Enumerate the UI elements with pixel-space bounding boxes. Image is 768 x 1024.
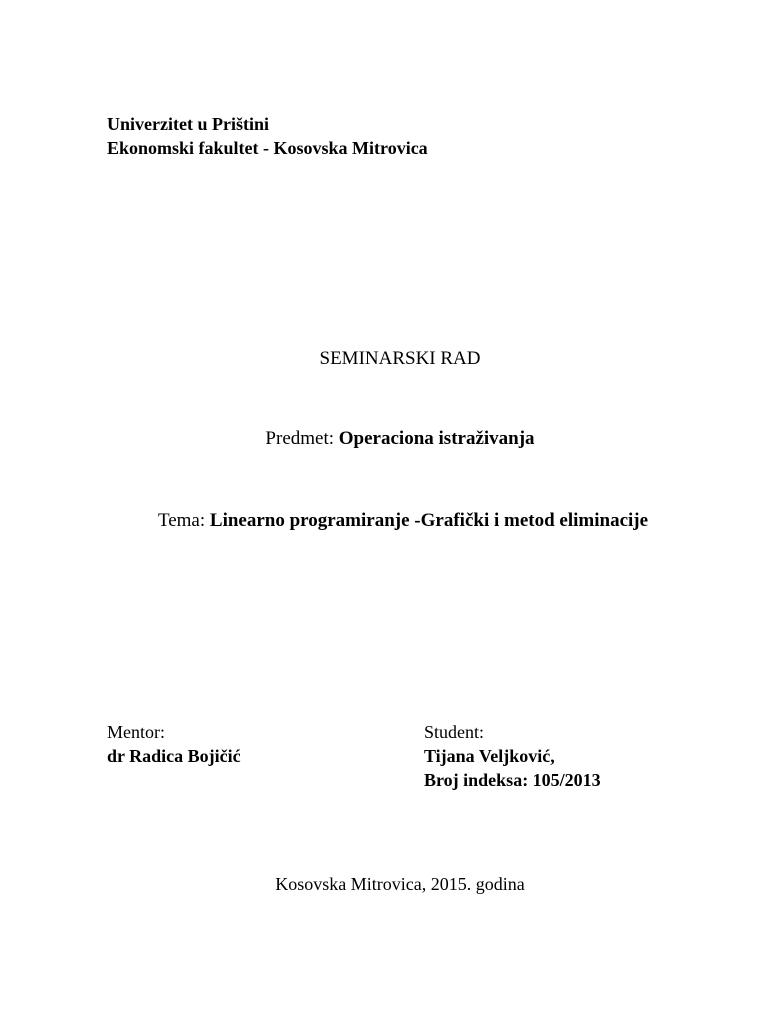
student-label: Student: bbox=[424, 722, 485, 742]
mentor-name: dr Radica Bojičić bbox=[107, 746, 241, 766]
mentor-label: Mentor: bbox=[107, 722, 165, 742]
subject-label: Predmet: bbox=[265, 428, 335, 449]
place-and-date: Kosovska Mitrovica, 2015. godina bbox=[275, 874, 525, 894]
subject-value: Operaciona istraživanja bbox=[338, 428, 535, 449]
topic-line bbox=[0, 510, 768, 532]
student-name: Tijana Veljković, bbox=[424, 746, 555, 766]
student-index: Broj indeksa: 105/2013 bbox=[424, 770, 601, 790]
document-type-title: SEMINARSKI RAD bbox=[319, 348, 481, 369]
university-name: Univerzitet u Prištini bbox=[107, 114, 269, 134]
subject-line bbox=[0, 428, 768, 450]
topic-value: Linearno programiranje -Grafički i metod eliminacije bbox=[209, 510, 649, 531]
topic-label: Tema: bbox=[157, 510, 206, 531]
faculty-name: Ekonomski fakultet - Kosovska Mitrovica bbox=[107, 138, 428, 158]
